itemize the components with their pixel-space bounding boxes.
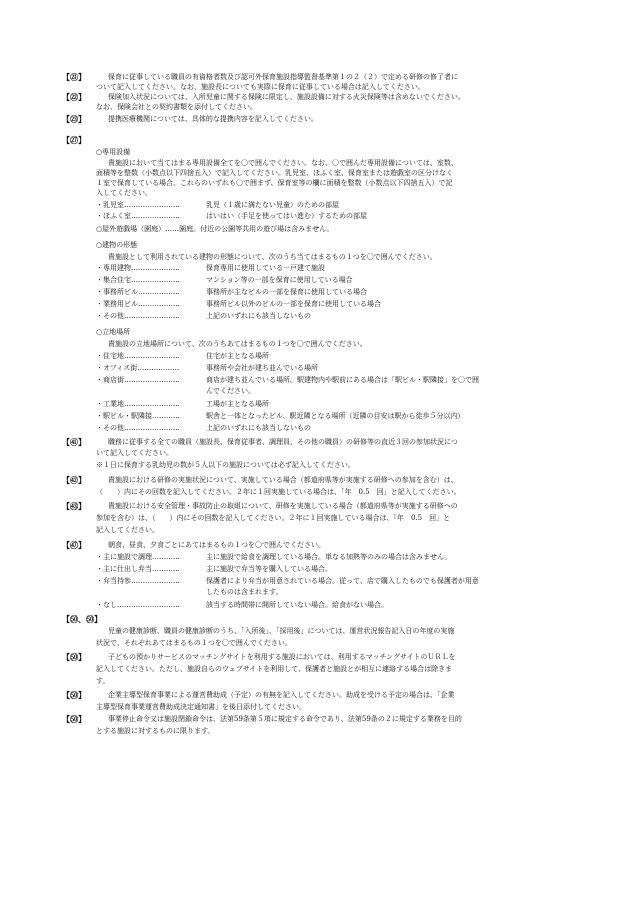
- definition-desc: 保護者により弁当が用意されている場合。従って、店で購入したものでも保護者が用意: [206, 577, 479, 585]
- section-heading: ○立地場所: [96, 328, 131, 336]
- item-text-line: 記入してください。: [96, 526, 159, 534]
- definition-term: ・集合住宅…………………: [96, 276, 180, 284]
- section-heading: ○建物の形態: [96, 241, 138, 249]
- item-text-line: なお、保険会社との契約書類を添付してください。: [96, 103, 257, 111]
- definition-desc: 該当する時間帯に開所していない場合。給食がない場合。: [206, 601, 388, 609]
- definition-term: ・工業地……………………: [96, 400, 180, 408]
- item-text-line: 職務に従事する全ての職員（施設長、保育従事者、調理員、その他の職員）の研修等の直近３回の参加状況につ: [108, 438, 458, 446]
- definition-term: ・オフィス街………………: [96, 364, 180, 372]
- item-marker: 【㊿】: [62, 652, 86, 662]
- item-text-line: （ ）内にその回数を記入してください。２年に１回実施している場合は、「年 0.5 回」と記入してください。: [96, 488, 461, 496]
- item-text-line: 貴施設として利用されている建物の形態について、次のうち当てはまるもの１つを〇で囲んでください。: [108, 253, 437, 261]
- item-text-line: １室で保育している場合、これらのいずれも〇で囲まず、保育室等の欄に面積を整数（小数点以下四捨五入）で記: [96, 179, 453, 187]
- item-text-line: 貴施設における研修の実施状況について、実施している場合（都道府県等が実施する研修への参加を含む）は、: [108, 476, 458, 484]
- item-marker: 【㊸】: [62, 501, 86, 511]
- item-text-line: 貴施設において当てはまる専用設備全てを〇で囲んでください。なお、〇で囲んだ専用設備については、室数、: [108, 159, 458, 167]
- item-marker: 【㊿】: [62, 714, 86, 724]
- item-text-line: 面積等を整数（小数点以下四捨五入）で記入してください。乳児室、ほふく室、保育室または遊戯室の区分けなく: [96, 169, 453, 177]
- item-marker: 【㉗】: [62, 135, 86, 145]
- note-line: ※１日に保育する乳幼児の数が５人以下の施設については必ず記入してください。: [96, 461, 355, 469]
- definition-desc: 事務所が主なビルの一部を保育に使用している場合: [206, 288, 367, 296]
- definition-desc: 駅舎と一体となったビル、駅近隣となる場所（近隣の目安は駅から徒歩５分以内）: [206, 412, 465, 420]
- item-text-line: す。: [96, 677, 110, 685]
- item-text-line: 状況で、それぞれあてはまるもの１つを〇で囲んでください。: [96, 639, 292, 647]
- item-text-line: 提携医療機関については、具体的な提携内容を記入してください。: [108, 115, 318, 123]
- definition-desc: したものは含まれます。: [206, 588, 283, 596]
- item-marker: 【㊼】: [62, 540, 86, 550]
- definition-desc: 保育専用に使用している一戸建て施設: [206, 264, 325, 272]
- item-text-line: 記入してください。ただし、施設自らのウェブサイトを利用して、保護者と施設とが相互に連絡する場合は除きま: [96, 665, 453, 673]
- definition-desc: 主に施設で弁当等を購入している場合。: [206, 565, 332, 573]
- definition-term: ・商店街……………………: [96, 376, 180, 384]
- item-marker: 【㉓】: [62, 114, 86, 124]
- item-text-line: とする施設に対するものに限ります。: [96, 727, 215, 735]
- item-text-line: 事業停止命令又は施設閉鎖命令は、法第59条第５項に規定する命令であり、法第59条の２に規定する業務を目的: [108, 715, 462, 723]
- item-marker: 【㉑】: [62, 72, 86, 82]
- item-text-line: 貴施設における安全管理・事故防止の取組について、研修を実施している場合（都道府県等が実施する研修への: [108, 502, 458, 510]
- item-marker: 【㊷】: [62, 475, 86, 485]
- definition-term: ・その他……………………: [96, 312, 180, 320]
- item-text-line: ついて記入してください。なお、施設長についても実際に保育に従事している場合は記入してください。: [96, 83, 425, 91]
- item-marker: 【㉒】: [62, 92, 86, 102]
- item-text-line: 子どもの預かりサービスのマッチングサイトを利用する施設においては、利用するマッチングサイトのＵＲＬを: [108, 653, 456, 661]
- definition-line: ○屋外遊戯場（園庭）……園庭。付近の公園等共用の遊び場は含みません。: [96, 225, 334, 233]
- item-marker: 【㊿、㊿】: [62, 614, 102, 624]
- definition-desc: 上記のいずれにも該当しないもの: [206, 424, 311, 432]
- definition-term: ・ほふく室…………………: [96, 212, 180, 220]
- item-text-line: 入してください。: [96, 189, 152, 197]
- item-marker: 【㊿】: [62, 690, 86, 700]
- section-heading: ○専用設備: [96, 148, 131, 156]
- definition-term: ・業務用ビル………………: [96, 300, 180, 308]
- definition-desc: 主に施設で給食を調理している場合。単なる加熱等のみの場合は含みません。: [206, 553, 452, 561]
- definition-desc: 上記のいずれにも該当しないもの: [206, 312, 311, 320]
- item-text-line: 保育に従事している職員の有資格者数及び認可外保育施設指導監督基準第１の２（２）で定める研修の修了者に: [108, 73, 458, 81]
- definition-desc: はいはい（手足を使ってはい進む）するための部屋: [206, 212, 367, 220]
- item-text-line: 貴施設の立地場所について、次のうちあてはまるもの１つを〇で囲んでください。: [108, 340, 367, 348]
- item-text-line: いて記入してください。: [96, 449, 173, 457]
- definition-term: ・駅ビル・駅隣接…………: [96, 412, 180, 420]
- definition-desc: マンション等の一部を保育に使用している場合: [206, 276, 353, 284]
- definition-desc: 事務所ビル以外のビルの一部を保育に使用している場合: [206, 300, 381, 308]
- item-text-line: 保険加入状況については、入所児童に関する保険に限定し、施設設備に対する火災保険等は含めないでください。: [108, 93, 465, 101]
- item-text-line: 主導型保育事業運営費助成決定通知書」を後日添付してください。: [96, 703, 306, 711]
- definition-term: ・主に施設で調理…………: [96, 553, 180, 561]
- definition-term: ・なし………………………: [96, 601, 180, 609]
- item-text-line: 児童の健康診断、職員の健康診断のうち、「入所後」、「採用後」については、運営状況報告記入日の年度の実施: [108, 627, 455, 635]
- item-text-line: 参加を含む）は、（ ）内にその回数を記入してください。２年に１回実施している場合は、「年 0.5 回」と: [96, 514, 451, 522]
- definition-desc: 住宅が主となる場所: [206, 352, 269, 360]
- definition-term: ・その他……………………: [96, 424, 180, 432]
- item-text-line: 企業主導型保育事業による運営費助成（予定）の有無を記入してください。助成を受ける予定の場合は、「企業: [108, 691, 455, 699]
- definition-term: ・専用建物…………………: [96, 264, 180, 272]
- definition-desc: 事務所や会社が建ち並んでいる場所: [206, 364, 318, 372]
- item-marker: 【㊶】: [62, 437, 86, 447]
- definition-desc: んでください。: [206, 387, 255, 395]
- definition-term: ・乳児室……………………: [96, 201, 180, 209]
- definition-term: ・事務所ビル………………: [96, 288, 180, 296]
- definition-term: ・弁当持参…………………: [96, 577, 180, 585]
- item-text-line: 朝食、昼食、夕食ごとにあてはまるもの１つを〇で囲んでください。: [108, 541, 325, 549]
- definition-desc: 工場が主となる場所: [206, 400, 269, 408]
- definition-desc: 商店が建ち並んでいる場所。駅建物内や駅前にある場合は「駅ビル・駅隣接」を〇で囲: [206, 376, 479, 384]
- definition-desc: 乳児（１歳に満たない児童）のための部屋: [206, 201, 339, 209]
- definition-term: ・住宅地……………………: [96, 352, 180, 360]
- definition-term: ・主に仕出し弁当…………: [96, 565, 180, 573]
